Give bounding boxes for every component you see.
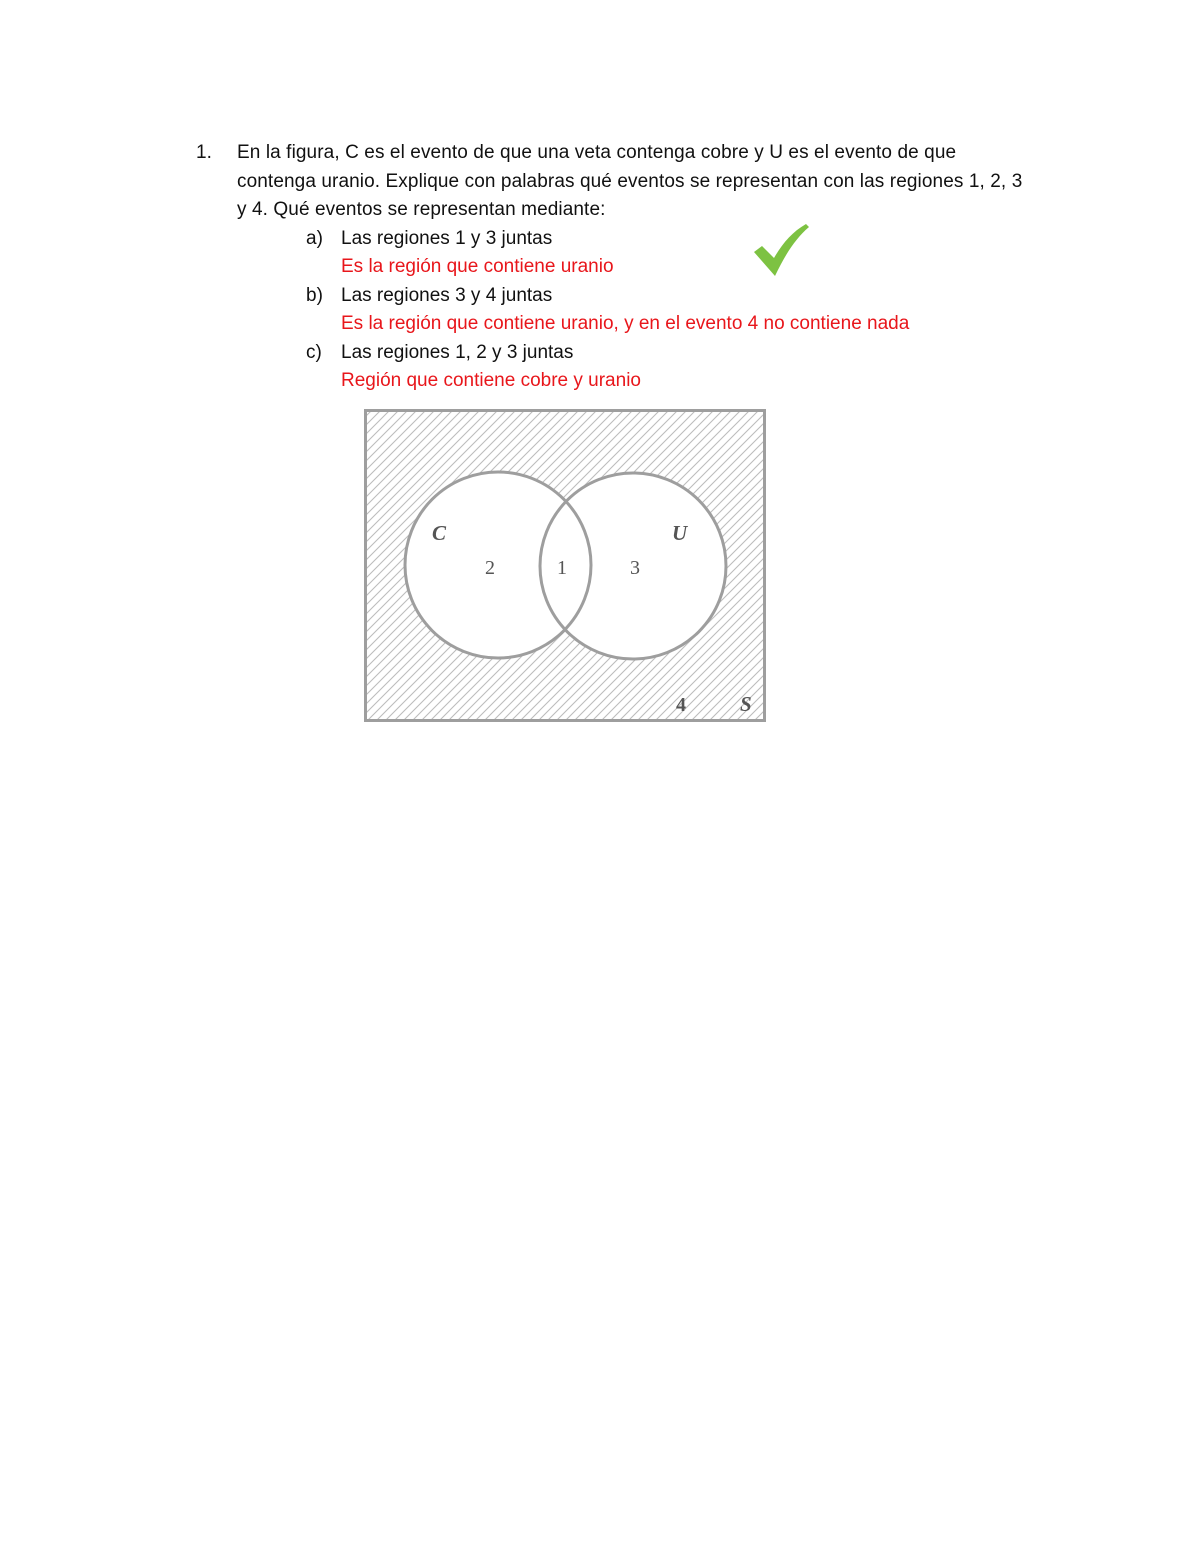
question-text-line-3: y 4. Qué eventos se representan mediante: xyxy=(237,199,606,220)
set-label-c: C xyxy=(432,521,447,545)
item-c-answer: Región que contiene cobre y uranio xyxy=(341,370,641,391)
item-c-letter: c) xyxy=(306,342,322,363)
item-b-answer: Es la región que contiene uranio, y en el evento 4 no contiene nada xyxy=(341,313,910,334)
question-text-line-1: En la figura, C es el evento de que una veta contenga cobre y U es el evento de que xyxy=(237,142,957,163)
item-b-text: Las regiones 3 y 4 juntas xyxy=(341,285,553,306)
set-label-u: U xyxy=(672,521,688,545)
item-a-text: Las regiones 1 y 3 juntas xyxy=(341,228,553,249)
region-label-2: 2 xyxy=(485,557,495,579)
item-a-letter: a) xyxy=(306,228,323,249)
item-a-answer: Es la región que contiene uranio xyxy=(341,256,614,277)
checkmark-icon xyxy=(752,222,810,278)
region-label-4: 4 xyxy=(676,694,686,716)
venn-diagram xyxy=(364,409,766,722)
question-number: 1. xyxy=(196,142,212,163)
region-label-1: 1 xyxy=(557,557,567,579)
item-c-text: Las regiones 1, 2 y 3 juntas xyxy=(341,342,574,363)
question-text-line-2: contenga uranio. Explique con palabras qué eventos se representan con las regiones 1, 2, 3 xyxy=(237,171,1023,192)
item-b-letter: b) xyxy=(306,285,323,306)
region-label-3: 3 xyxy=(630,557,640,579)
universe-label-s: S xyxy=(740,692,752,716)
